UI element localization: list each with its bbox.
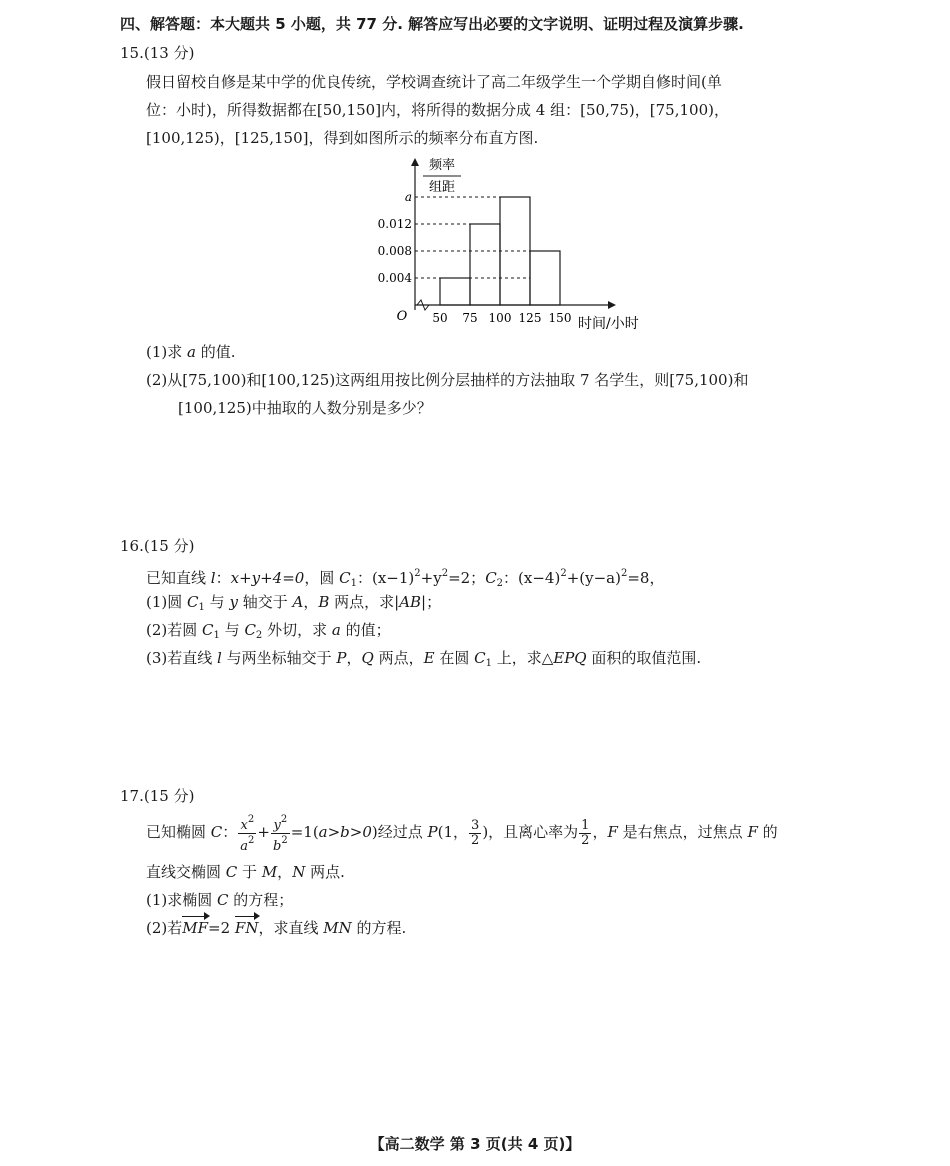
q16-p1-a: (1)圆 xyxy=(146,593,188,611)
x-tick-label: 100 xyxy=(488,311,512,325)
q15-part2-line2: [100,125)中抽取的人数分别是多少？ xyxy=(178,399,432,417)
q16-p1-b: 与 xyxy=(204,593,230,611)
q15-stem-line1: 假日留校自修是某中学的优良传统，学校调查统计了高二年级学生一个学期自修时间(单 xyxy=(146,73,722,91)
q16-p3-EPQ: EPQ xyxy=(553,649,587,667)
q17-sq: 2 xyxy=(248,834,255,846)
q17-stem xyxy=(146,812,778,854)
q15-header xyxy=(120,43,194,63)
q16-c2: C xyxy=(244,621,256,639)
q17-p2-b: ，求直线 xyxy=(258,919,324,937)
x-tick-label: 75 xyxy=(462,311,478,325)
q17-b: b xyxy=(273,838,282,854)
q15-stem-line3: [100,125)，[125,150]，得到如图所示的频率分布直方图. xyxy=(146,129,539,147)
section-header: 四、解答题：本大题共 5 小题，共 77 分. 解答应写出必要的文字说明、证明过程及演算步骤. xyxy=(120,15,744,33)
q16-line-eq: x+y+4=0 xyxy=(230,569,305,587)
q17-s-d: (1， xyxy=(437,823,469,841)
q16-points: (15 分) xyxy=(143,537,195,555)
y-tick-label: a xyxy=(404,190,412,204)
q16-p1-comma: ， xyxy=(303,593,319,611)
q16-p2-a: (2)若圆 xyxy=(146,621,203,639)
q17-num1: 1 xyxy=(581,817,590,833)
q16-p3-comma: ， xyxy=(346,649,362,667)
q17-a: a xyxy=(240,838,249,854)
y-axis-label-top: 频率 xyxy=(428,158,456,173)
q16-c1: C xyxy=(202,621,214,639)
q17-s-g: 是右焦点，过焦点 xyxy=(617,823,748,841)
q16-p2-d: 的值； xyxy=(340,621,391,639)
q16-c2-eq-b: +(y−a) xyxy=(566,569,621,587)
q17-vector-MF: MF xyxy=(182,919,209,937)
q15-points: (13 分) xyxy=(143,44,195,62)
q16-c1-eq-b: +y xyxy=(420,569,442,587)
x-tick-label: 150 xyxy=(548,311,572,325)
y-axis-label-bottom: 组距 xyxy=(428,180,456,195)
q17-p2-eq: =2 xyxy=(208,919,235,937)
y-tick-label: 0.008 xyxy=(377,244,412,258)
q17-vector-FN: FN xyxy=(234,919,259,937)
q16-c1: C xyxy=(187,593,199,611)
q16-sq: 2 xyxy=(560,568,567,579)
q16-c1-sub: 1 xyxy=(198,602,205,613)
q16-p3-b: 与两坐标轴交于 xyxy=(221,649,337,667)
q17-cond: a>b>0 xyxy=(318,823,372,841)
q17-p2-c: 的方程. xyxy=(351,919,407,937)
q16-l: l xyxy=(210,569,216,587)
q17-frac-1-2 xyxy=(579,819,591,848)
q17-s-b: =1( xyxy=(290,823,319,841)
q16-p1-y: y xyxy=(229,593,238,611)
q17-frac-x2-a2 xyxy=(238,813,256,854)
q17-s-c: )经过点 xyxy=(371,823,428,841)
histogram-bar xyxy=(530,251,560,305)
q17-F: F xyxy=(607,823,618,841)
q17-P: P xyxy=(427,823,438,841)
q15-part1-prefix: (1)求 xyxy=(146,343,188,361)
histogram-bar xyxy=(440,278,470,305)
q16-p1-c: 轴交于 xyxy=(237,593,293,611)
q17-s-e: )，且离心率为 xyxy=(482,823,579,841)
q17-part2 xyxy=(146,918,406,938)
q16-p1-e: |； xyxy=(421,593,442,611)
q17-sq: 2 xyxy=(281,834,288,846)
q16-sq: 2 xyxy=(441,568,449,579)
q16-c1-sub: 1 xyxy=(485,658,492,669)
x-tick-label: 50 xyxy=(432,311,448,325)
q16-p1-AB: AB xyxy=(399,593,422,611)
q16-c1-eq-a: ：(x−1) xyxy=(356,569,415,587)
q16-stem xyxy=(146,564,664,594)
q17-points: (15 分) xyxy=(143,787,195,805)
q17-p1-a: (1)求椭圆 xyxy=(146,891,218,909)
q17-M: M xyxy=(261,863,278,881)
q16-part1 xyxy=(146,592,441,618)
q16-stem-a: 已知直线 xyxy=(146,569,211,587)
q16-p1-A: A xyxy=(292,593,304,611)
q17-den2: 2 xyxy=(581,832,590,848)
q16-p3-P: P xyxy=(336,649,347,667)
q16-p3-Q: Q xyxy=(361,649,374,667)
q16-stem-c: ，圆 xyxy=(304,569,340,587)
q16-p3-l: l xyxy=(217,649,222,667)
q17-den2: 2 xyxy=(471,832,480,848)
q17-sq: 2 xyxy=(247,813,255,825)
q17-colon: ： xyxy=(222,823,238,841)
q16-p3-c: 两点， xyxy=(373,649,424,667)
q17-C: C xyxy=(225,863,238,881)
q17-l2-b: 于 xyxy=(237,863,262,881)
q16-c2-eq-c: =8， xyxy=(627,569,665,587)
q16-c1-sub: 1 xyxy=(213,630,220,641)
q16-p1-d: 两点，求| xyxy=(329,593,400,611)
q17-num3: 3 xyxy=(471,817,480,833)
q17-part1 xyxy=(146,890,293,910)
q16-p2-b: 与 xyxy=(219,621,245,639)
q16-number: 16. xyxy=(120,537,144,555)
q17-l2-comma: ， xyxy=(277,863,293,881)
origin-label: O xyxy=(396,309,408,324)
q17-frac-3-2 xyxy=(469,819,481,848)
q16-c1: C xyxy=(339,569,351,587)
q15-part1-suffix: 的值. xyxy=(195,343,236,361)
q16-p2-c: 外切，求 xyxy=(262,621,332,639)
q17-s-a: 已知椭圆 xyxy=(146,823,211,841)
q15-number: 15. xyxy=(120,44,144,62)
q17-y: y xyxy=(273,817,281,833)
q17-N: N xyxy=(292,863,306,881)
y-tick-label: 0.004 xyxy=(377,271,412,285)
q17-sq: 2 xyxy=(280,813,288,825)
q16-p3-f: 面积的取值范围. xyxy=(586,649,702,667)
q17-MN: MN xyxy=(323,919,352,937)
q17-s-f: ， xyxy=(592,823,608,841)
q16-part3 xyxy=(146,648,701,674)
q17-frac-y2-b2 xyxy=(271,813,290,854)
q17-plus: + xyxy=(257,823,270,841)
q17-header xyxy=(120,786,194,806)
q17-stem-line2 xyxy=(146,862,345,882)
q16-sq: 2 xyxy=(414,568,421,579)
q17-p1-b: 的方程； xyxy=(228,891,294,909)
q15-part2-line1: (2)从[75,100)和[100,125)这两组用按比例分层抽样的方法抽取 7 名学生，则[75,100)和 xyxy=(146,371,749,389)
q16-c2: C xyxy=(485,569,497,587)
q16-p2-var: a xyxy=(331,621,341,639)
q16-part2 xyxy=(146,620,391,646)
q17-number: 17. xyxy=(120,787,144,805)
q16-c1-sub: 1 xyxy=(350,578,357,589)
q16-c2-eq-a: ：(x−4) xyxy=(503,569,561,587)
q16-header xyxy=(120,536,194,556)
q17-F: F xyxy=(747,823,758,841)
q15-part1-var: a xyxy=(187,343,196,361)
q17-s-h: 的 xyxy=(757,823,778,841)
q15-stem-line2: 位：小时)，所得数据都在[50,150]内，将所得的数据分成 4 组：[50,75)，[75,100)， xyxy=(146,101,729,119)
q16-c1: C xyxy=(474,649,486,667)
q16-c2-sub: 2 xyxy=(255,630,263,641)
q17-C: C xyxy=(210,823,223,841)
q16-p3-a: (3)若直线 xyxy=(146,649,218,667)
q16-sq: 2 xyxy=(620,568,628,579)
y-tick-label: 0.012 xyxy=(377,217,412,231)
x-axis-label: 时间/小时 xyxy=(578,316,639,332)
q17-C: C xyxy=(217,891,229,909)
x-tick-label: 125 xyxy=(518,311,542,325)
q15-part1 xyxy=(146,342,236,362)
q16-p3-d: 在圆 xyxy=(434,649,475,667)
q16-c2-sub: 2 xyxy=(496,578,504,589)
page-footer: 【高二数学 第 3 页(共 4 页)】 xyxy=(369,1135,581,1153)
q16-p3-e: 上，求△ xyxy=(491,649,554,667)
q16-stem-b: ： xyxy=(215,569,231,587)
q17-p2-a: (2)若 xyxy=(146,919,183,937)
q17-x: x xyxy=(240,817,248,833)
q16-c1-eq-c: =2； xyxy=(448,569,486,587)
q16-p3-E: E xyxy=(423,649,435,667)
q17-l2-a: 直线交椭圆 xyxy=(146,863,226,881)
q17-l2-c: 两点. xyxy=(305,863,345,881)
frequency-histogram xyxy=(360,150,680,340)
histogram-bar xyxy=(470,224,500,305)
q16-p1-B: B xyxy=(318,593,330,611)
